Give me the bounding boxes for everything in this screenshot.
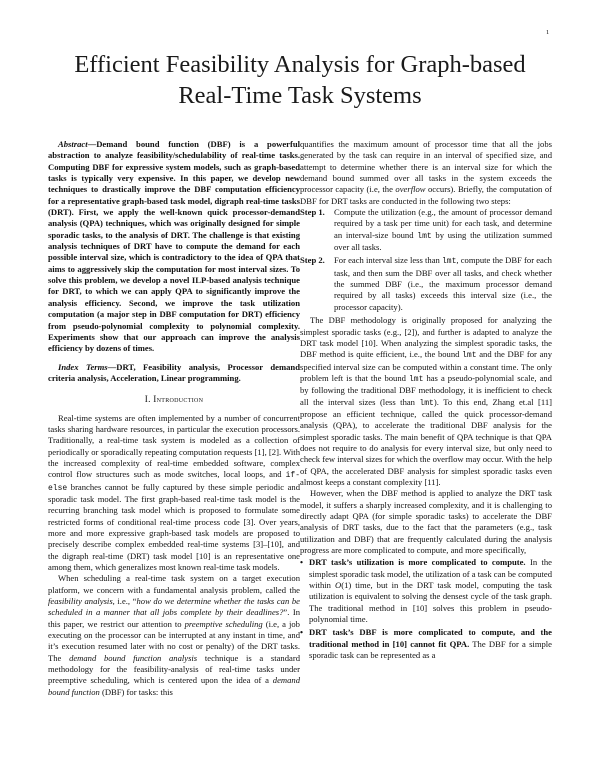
right-paragraph-1: quantifies the maximum amount of processor time that all the jobs generated by the task can require in an interval of specified size, and attempt to determine whether there is an interval size for which the demand bound summed over all tasks in the system exceeds the processor capacity (i.e, the overflow occurs). Briefly, the computation of DBF for DRT tasks are conducted in the following two steps: [300,139,552,206]
term-demand-bound-function: demand bound function [48,675,300,697]
page-number: 1 [546,29,550,36]
title-line-2: Real-Time Task Systems [178,82,422,109]
section-heading-introduction: I. Introduction [144,394,204,405]
term-feasibility-analysis: feasibility analysis [48,596,113,607]
left-column [48,139,300,698]
bullet-1: • DRT task’s utilization is more complicated to compute. In the simplest sporadic task model, the utilization of a task can be computed within O(1) time, but in the DRT task model, computing the task utilization is equivalent to solving the densest cycle of the task graph. The traditional method in [10] solves this problem in pseudo-polynomial time. [300,557,552,625]
index-terms [48,362,300,385]
step-1 [300,207,552,253]
right-paragraph-2: The DBF methodology is originally proposed for analyzing the simplest sporadic tasks (e.g., [2]), and further is adapted to analyze the DRT task model [10]. When analyzing the simplest sporadic tasks, the DBF method is quite efficient, i.e., the bound lmt and the DBF for any specified interval size can be computed within a constant time. The only problem left is that the bound lmt has a pseudo-polynomial scale, and by following the traditional DBF methodology, it is inefficient to check all the interval sizes (less than lmt). To this end, Zhang et.al [11] propose an efficient technique, called the quick processor-demand analysis (QPA), to accelerate the traditional DBF analysis for the simplest sporadic tasks. The main benefit of QPA technique is that QPA does not require to do analysis for every interval size, but only need to check few interval sizes for which the overflow may occur. With the help of QPA, the accelerated DBF analysis for simplest sporadic tasks even almost keeps a constant complexity [11]. [300,315,552,487]
title-line-1: Efficient Feasibility Analysis for Graph-based [74,51,526,78]
right-paragraph-3: However, when the DBF method is applied to analyze the DRT task model, it suffers a sharply increased complexity, and it is challenging to directly adapt QPA (for simple sporadic tasks) to accelerate the DBF analysis of DRT tasks, due to the fact that the parameters (e.g., task utilization and DBF) that are frequently calculated during the analysis progress are more complicated to compute, and more specifically, [300,488,552,556]
right-column [300,139,552,663]
term-overflow: overflow [395,184,426,195]
bullet-1-head: DRT task’s utilization is more complicated to compute. [309,557,526,568]
step-2-label: Step 2. [300,255,325,266]
bullet-dot: • [300,557,304,568]
bullet-2-head: DRT task’s DBF is more complicated to compute, and the traditional method in [10] cannot fit QPA. [309,627,552,649]
step-1-text: Compute the utilization (e.g., the amount of processor demand required by a task per time unit) for each task, and determine an interval-size bound lmt by using the utilization summed over all tasks. [334,207,552,253]
code-if-else: if-else [48,471,300,493]
index-terms-label: Index Terms [58,361,108,372]
index-terms-text: —DRT, Feasibility analysis, Processor demand criteria analysis, Acceleration, Linear programming. [48,361,300,383]
term-dbf-analysis: demand bound function analysis [69,652,198,663]
bullet-dot: • [300,627,304,638]
paper-title [40,49,560,111]
bullet-2: • DRT task’s DBF is more complicated to compute, and the traditional method in [10] cannot fit QPA. The DBF for a simple sporadic task can be represented as a [300,627,552,661]
abstract-text: —Demand bound function (DBF) is a powerful abstraction to analyze feasibility/schedulability of real-time tasks. Computing DBF for expressive system models, such as graph-based tasks is typically very expensive. In this paper, we develop new techniques to drastically improve the DBF computation efficiency for a representative graph-based task model, digraph real-time tasks (DRT). First, we apply the well-known quick processor-demand analysis (QPA) techniques, which was originally designed for simple sporadic tasks, to the analysis of DRT. The challenge is that existing analysis techniques of DRT have to compute the demand for each possible interval size, which is contradictory to the idea of QPA that aims to aggressively skip the computation for most interval sizes. To solve this problem, we develop a novel ILP-based analysis technique for DRT, to which we can apply QPA to significantly improve the analysis efficiency. Second, we improve the task utilization computation (a major step in DBF computation for DRT) efficiency from pseudo-polynomial complexity to polynomial complexity. Experiments show that our approach can improve the analysis efficiency by dozens of times. [48,139,300,354]
intro-paragraph-1: Real-time systems are often implemented by a number of concurrent tasks sharing hardware resources, in particular the execution processors. Traditionally, a real-time task system is modeled as a collection of periodically or sporadically repeating computation requests [1], [2]. With the increased complexity of real-time embedded software, complex control flow structures such as mode switches, local loops, and if-else branches cannot be fully captured by these simple periodic and sporadic task model. The first graph-based real-time task model is the recurring branching task model which is proposed to formulate some restricted forms of conditional real-time process code [3]. Over years, more and more expressive graph-based task models are proposed to precisely describe complex embedded real-time systems [3]–[10], and the digraph real-time (DRT) task model [10] is an representative one among them, which generalizes most known real-time task models. [48,412,300,573]
intro-paragraph-2: When scheduling a real-time task system on a target execution platform, we concern with a fundamental analysis problem, called the feasibility analysis, i.e., “how do we determine whether the tasks can be scheduled in a manner that all jobs complete by their deadlines?”. In this paper, we restrict our attention to preemptive scheduling (i.e, a job executing on the processor can be interrupted at any instant in time, and it’s execution resumed later with no cost or penalty) of the DRT tasks. The demand bound function analysis technique is a standard methodology for the feasibility-analysis of real-time tasks under preemptive scheduling, which is centered upon the idea of a demand bound function (DBF) for tasks: this [48,573,300,697]
abstract [48,139,300,355]
step-2-text: For each interval size less than lmt, compute the DBF for each task, and then sum the DBF over all tasks, and check whether the summed DBF (i.e., the maximum processor demand required by all tasks) exceeds this interval size (i.e., the processor capacity). [334,255,552,312]
abstract-label: Abstract [58,139,88,149]
step-1-label: Step 1. [300,207,325,218]
term-preemptive-scheduling: preemptive scheduling [184,618,263,629]
step-2 [300,255,552,313]
question-quote: how do we determine whether the tasks can be scheduled in a manner that all jobs complete by their deadlines? [48,596,300,618]
